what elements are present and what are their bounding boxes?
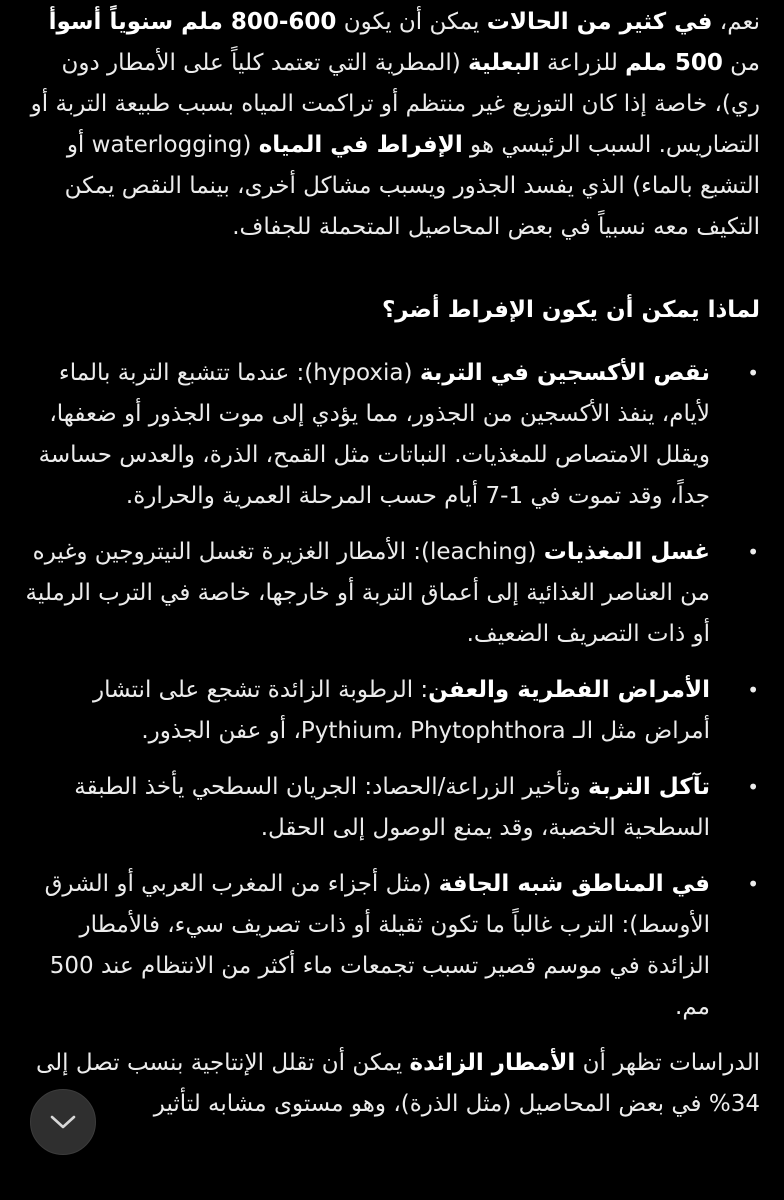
intro-text-2: يمكن أن يكون: [336, 9, 487, 35]
intro-bold-2: 600-800 ملم سنوياً أسوأ: [48, 9, 337, 35]
intro-text-5: (المطرية التي تعتمد كلياً على الأمطار دون ري)، خاصة إذا كان التوزيع غير منتظم أو تراكمت المياه بسبب طبيعة التربة أو التضاريس. السبب الرئيسي هو: [30, 50, 760, 158]
list-item: [24, 670, 760, 752]
list-item: [24, 864, 760, 1028]
chevron-down-icon: [49, 1114, 77, 1130]
bullet-bold-label: نقص الأكسجين في التربة: [419, 360, 710, 386]
intro-paragraph: [24, 2, 760, 248]
intro-bold-5: الإفراط في المياه: [258, 132, 463, 158]
outro-text-2: يمكن أن تقلل الإنتاجية بنسب تصل إلى 34% في بعض المحاصيل (مثل الذرة)، وهو مستوى مشابه لتأثير: [35, 1050, 760, 1117]
bullet-list: [24, 353, 760, 1028]
bullet-bold-label: في المناطق شبه الجافة: [438, 871, 710, 897]
intro-text-4: للزراعة: [539, 50, 626, 76]
intro-text-1: نعم،: [712, 9, 760, 35]
section-heading: لماذا يمكن أن يكون الإفراط أضر؟: [381, 297, 760, 323]
list-item: [24, 353, 760, 517]
intro-text-6: (waterlogging أو التشبع بالماء) الذي يفسد الجذور ويسبب مشاكل أخرى، بينما النقص يمكن التكيف معه نسبياً في بعض المحاصيل المتحملة للجفاف.: [64, 132, 760, 240]
bullet-text: (مثل أجزاء من المغرب العربي أو الشرق الأوسط): الترب غالباً ما تكون ثقيلة أو ذات تصريف سيء، فالأمطار الزائدة في موسم قصير تسبب تجمعات ماء أكثر من الانتظام عند 500 مم.: [44, 871, 710, 1020]
bullet-text: : الرطوبة الزائدة تشجع على انتشار أمراض مثل الـ Pythium، Phytophthora، أو عفن الجذور.: [92, 677, 710, 744]
intro-bold-3: 500 ملم: [625, 50, 723, 76]
bullet-text: (hypoxia): عندما تتشبع التربة بالماء لأيام، ينفذ الأكسجين من الجذور، مما يؤدي إلى موت الجذور أو ضعفها، ويقلل الامتصاص للمغذيات. النباتات مثل القمح، الذرة، والعدس حساسة جداً، وقد تموت في 1-7 أيام حسب المرحلة العمرية والحرارة.: [38, 360, 710, 509]
intro-bold-4: البعلية: [468, 50, 540, 76]
scroll-to-bottom-button[interactable]: [30, 1089, 96, 1155]
intro-text-3: من: [722, 50, 760, 76]
bullet-bold-label: الأمراض الفطرية والعفن: [428, 677, 710, 703]
list-item: [24, 532, 760, 655]
bullet-text: وتأخير الزراعة/الحصاد: الجريان السطحي يأخذ الطبقة السطحية الخصبة، وقد يمنع الوصول إلى الحقل.: [74, 774, 710, 841]
outro-paragraph: [24, 1043, 760, 1125]
bullet-bold-label: تآكل التربة: [588, 774, 710, 800]
outro-text-1: الدراسات تظهر أن: [575, 1050, 760, 1076]
message-content: [24, 2, 760, 1125]
intro-bold-1: في كثير من الحالات: [486, 9, 713, 35]
bullet-text: (leaching): الأمطار الغزيرة تغسل النيتروجين وغيره من العناصر الغذائية إلى أعماق التربة أو خارجها، خاصة في الترب الرملية أو ذات التصريف الضعيف.: [25, 539, 710, 647]
bullet-bold-label: غسل المغذيات: [543, 539, 710, 565]
outro-bold-1: الأمطار الزائدة: [409, 1050, 576, 1076]
list-item: [24, 767, 760, 849]
